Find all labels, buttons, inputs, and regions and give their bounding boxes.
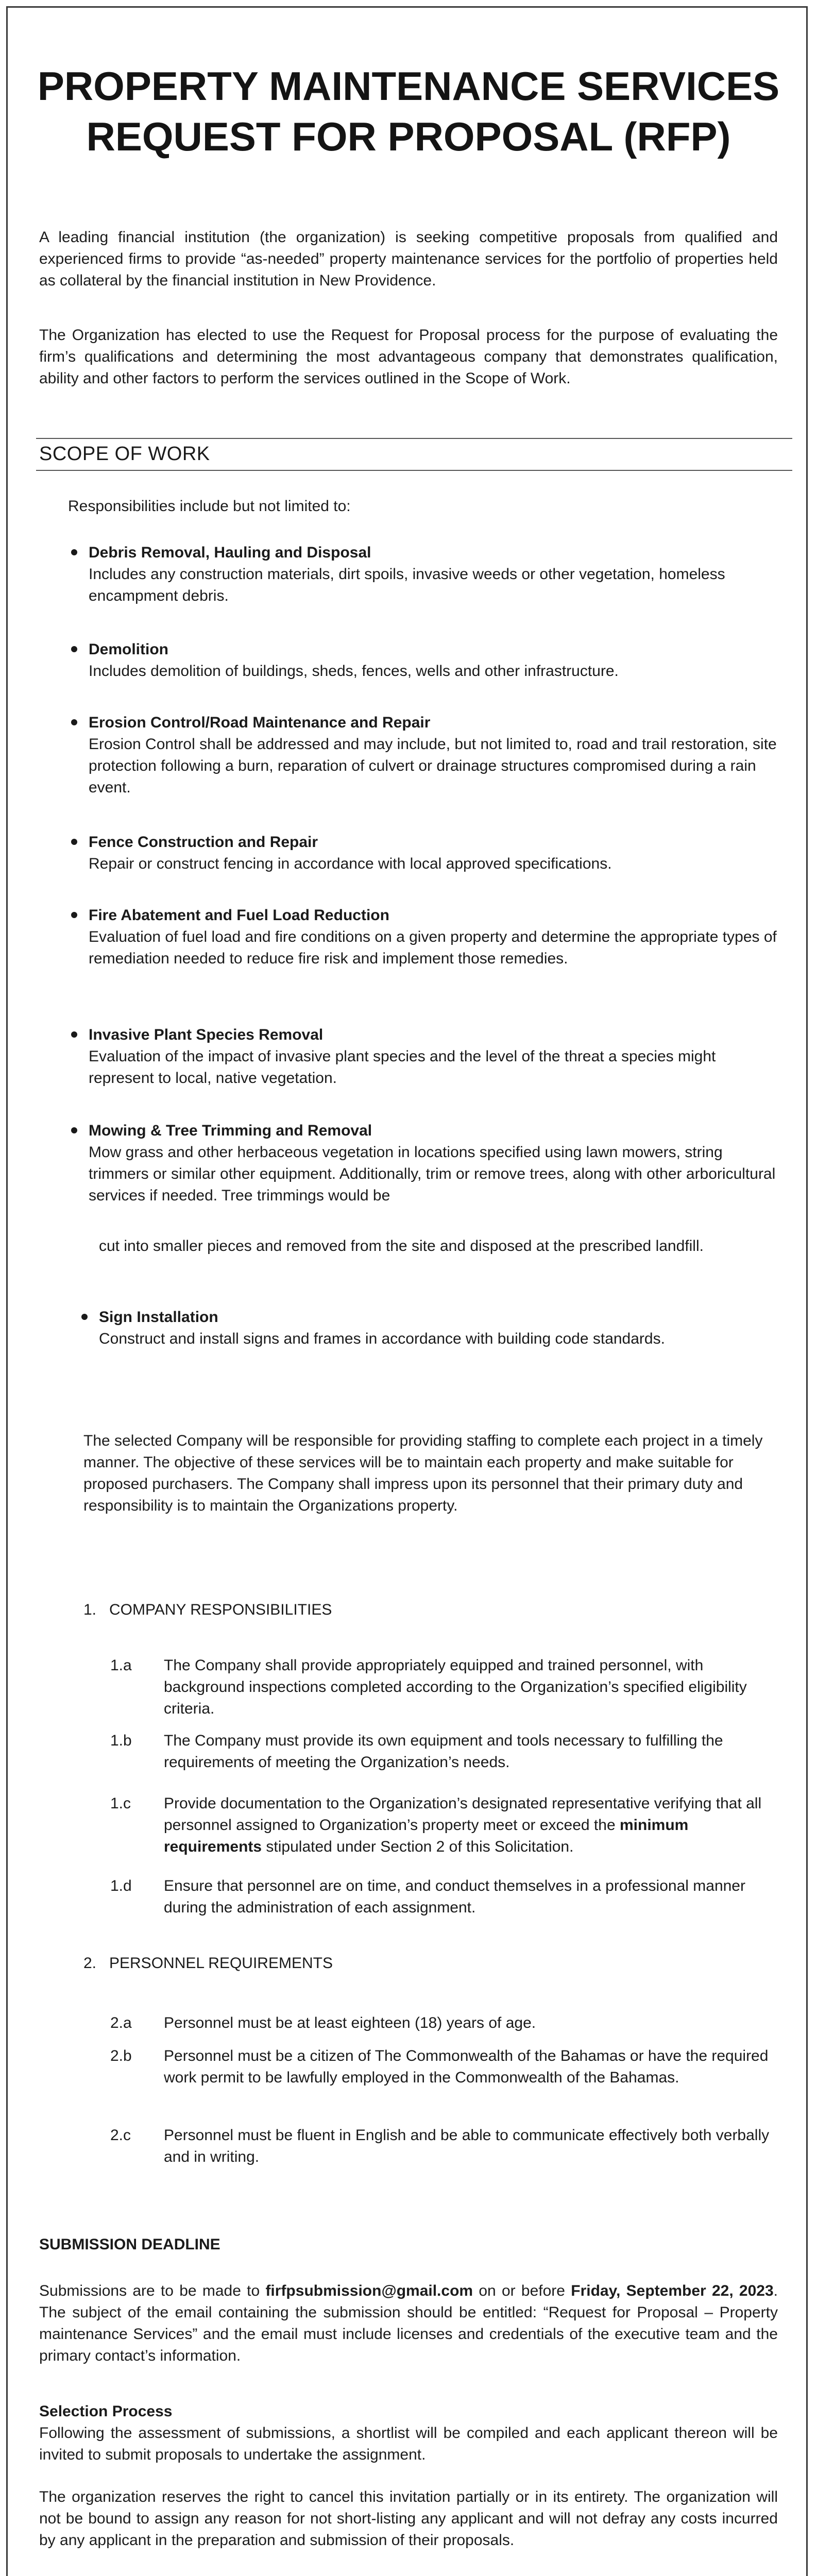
item-key: 1.a [110,1657,132,1674]
deadline-heading: SUBMISSION DEADLINE [39,2236,220,2253]
bullet-icon [71,549,77,555]
page-border [6,6,808,2576]
deadline-paragraph [39,2280,778,2367]
scope-item-desc: Includes any construction materials, dirt spoils, invasive weeds or other vegetation, homeless encampment debris. [89,566,725,604]
scope-item-title: Fence Construction and Repair [89,834,318,851]
scope-item-desc: Evaluation of fuel load and fire conditions on a given property and determine the appropriate types of remediation needed to reduce fire risk and implement those remedies. [89,928,777,967]
scope-item-desc: Includes demolition of buildings, sheds, fences, wells and other infrastructure. [89,663,619,680]
section-2-item-b [110,2045,777,2089]
scope-item-title: Erosion Control/Road Maintenance and Repair [89,714,431,731]
deadline-mid: on or before [479,2282,565,2299]
item-text-bold: minimum requirements [164,1817,689,1855]
scope-lead: Responsibilities include but not limited to: [68,498,351,515]
scope-item-title: Sign Installation [99,1309,218,1326]
scope-item-erosion [89,712,779,799]
scope-item-title: Mowing & Tree Trimming and Removal [89,1122,372,1139]
section-2-item-c [110,2125,777,2168]
scope-bottom-rule [36,470,792,471]
title-line-2: REQUEST FOR PROPOSAL (RFP) [86,114,731,159]
bullet-icon [71,1031,77,1038]
scope-item-title: Demolition [89,641,168,658]
scope-item-debris [89,542,779,607]
deadline-pre: Submissions are to be made to [39,2282,260,2299]
item-key: 1.c [110,1795,131,1812]
scope-item-desc: Repair or construct fencing in accordance with local approved specifications. [89,855,612,872]
scope-item-title: Fire Abatement and Fuel Load Reduction [89,907,389,924]
section-1-item-b [110,1730,777,1773]
deadline-date: Friday, September 22, 2023 [571,2282,774,2299]
bullet-icon [71,839,77,845]
scope-item-desc: cut into smaller pieces and removed from the site and disposed at the prescribed landfill. [99,1238,704,1255]
section-2-item-a [110,2012,777,2034]
scope-top-rule [36,438,792,439]
scope-closing: The selected Company will be responsible for providing staffing to complete each project in a timely manner. The objective of these services will be to maintain each property and make suitable for proposed purchasers. The Company shall impress upon its personnel that their primary duty and responsibility is to maintain the Organizations property. [83,1432,763,1514]
selection-heading: Selection Process [39,2403,173,2420]
section-1-item-a [110,1655,777,1720]
item-text: Personnel must be at least eighteen (18) years of age. [164,2014,536,2031]
item-key: 2.c [110,2127,131,2144]
item-text [164,1793,777,1858]
bullet-icon [81,1314,88,1320]
scope-item-fence [89,832,779,875]
section-1-item-d [110,1875,777,1919]
item-text: The Company shall provide appropriately equipped and trained personnel, with background inspections completed according to the Organization’s specified eligibility criteria. [164,1657,747,1717]
bullet-icon [71,912,77,918]
section-1-number: 1. [83,1601,97,1618]
item-key: 2.b [110,2047,132,2064]
item-text-post: stipulated under Section 2 of this Solicitation. [266,1838,574,1855]
item-key: 2.a [110,2014,132,2031]
section-1-item-c [110,1793,777,1858]
scope-item-desc: Construct and install signs and frames in accordance with building code standards. [99,1330,665,1347]
bullet-icon [71,719,77,725]
scope-item-demolition [89,639,779,682]
item-text: Personnel must be fluent in English and be able to communicate effectively both verbally and in writing. [164,2127,770,2165]
section-2-heading: PERSONNEL REQUIREMENTS [109,1955,333,1972]
scope-item-mowing [89,1120,779,1207]
item-text-pre: Provide documentation to the Organization’s designated representative verifying that all personnel assigned to Organization’s property meet or exceed the [164,1795,762,1834]
scope-item-desc: Mow grass and other herbaceous vegetation in locations specified using lawn mowers, string trimmers or similar other equipment. Additionally, trim or remove trees, along with other arboricultural services if needed. Tree trimmings would be [89,1144,776,1204]
scope-item-desc: Erosion Control shall be addressed and may include, but not limited to, road and trail restoration, site protection following a burn, reparation of culvert or drainage structures compromised during a rain event. [89,736,777,796]
item-text: Ensure that personnel are on time, and conduct themselves in a professional manner during the administration of each assignment. [164,1877,745,1916]
selection-paragraph-1: Following the assessment of submissions, a shortlist will be compiled and each applicant thereon will be invited to submit proposals to undertake the assignment. [39,2425,778,2463]
title-line-1: PROPERTY MAINTENANCE SERVICES [37,63,780,109]
bullet-icon [71,1127,77,1133]
scope-item-mowing-continued [99,1235,779,1257]
item-key: 1.b [110,1732,132,1749]
item-key: 1.d [110,1877,132,1894]
scope-item-invasive [89,1024,779,1089]
item-text: The Company must provide its own equipment and tools necessary to fulfilling the requirements of meeting the Organization’s needs. [164,1732,723,1771]
deadline-email: firfpsubmission@gmail.com [265,2282,473,2299]
scope-item-title: Invasive Plant Species Removal [89,1026,324,1043]
scope-item-title: Debris Removal, Hauling and Disposal [89,544,371,561]
selection-paragraph-2: The organization reserves the right to cancel this invitation partially or in its entirety. The organization will not be bound to assign any reason for not short-listing any applicant and will not defray any costs incurred by any applicant in the preparation and submission of their proposals. [39,2488,778,2549]
item-text: Personnel must be a citizen of The Commonwealth of the Bahamas or have the required work permit to be lawfully employed in the Commonwealth of the Bahamas. [164,2047,769,2086]
section-1-heading: COMPANY RESPONSIBILITIES [109,1601,332,1618]
deadline-post: . The subject of the email containing the submission should be entitled: “Request for Proposal – Property maintenance Services” and the email must include licenses and credentials of the executive team and the primary contact’s information. [39,2282,778,2364]
intro-paragraph-2: The Organization has elected to use the Request for Proposal process for the purpose of evaluating the firm’s qualifications and determining the most advantageous company that demonstrates qualification, ability and other factors to perform the services outlined in the Scope of Work. [39,327,778,387]
section-2-number: 2. [83,1955,97,1972]
intro-paragraph-1: A leading financial institution (the organization) is seeking competitive proposals from qualified and experienced firms to provide “as-needed” property maintenance services for the portfolio of properties held as collateral by the financial institution in New Providence. [39,229,778,289]
bullet-icon [71,646,77,652]
scope-heading: SCOPE OF WORK [39,443,210,465]
page-title [0,61,817,162]
scope-item-fire [89,905,779,970]
scope-item-sign [99,1307,779,1350]
scope-item-desc: Evaluation of the impact of invasive plant species and the level of the threat a species might represent to local, native vegetation. [89,1048,716,1087]
